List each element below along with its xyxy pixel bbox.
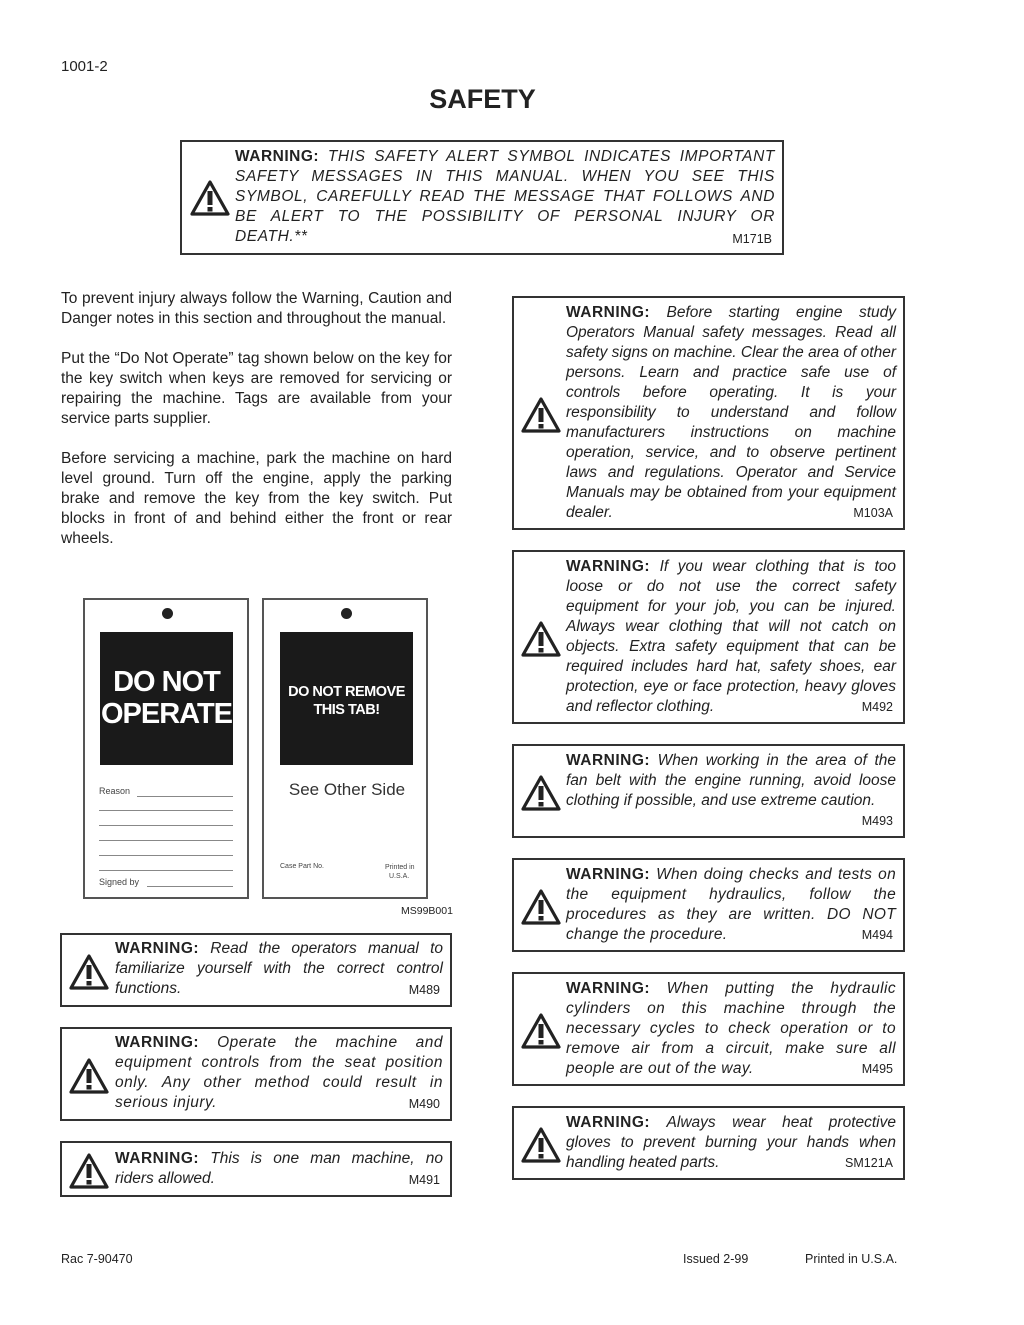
tag-hole — [341, 608, 352, 619]
intro-text — [61, 289, 452, 569]
tag-front-line1: DO NOT — [113, 666, 220, 698]
tag-back-line1: DO NOT REMOVE — [288, 684, 405, 700]
tag-back-line2: THIS TAB! — [313, 702, 380, 718]
tag-signed-label: Signed by — [99, 877, 140, 887]
intro-paragraph: To prevent injury always follow the Warning, Caution and Danger notes in this section and throughout the manual. — [61, 290, 452, 327]
warning-label: WARNING: — [566, 866, 651, 883]
tag-line — [137, 796, 233, 797]
safety-alert-icon — [521, 1127, 561, 1163]
warning-message: When doing checks and tests on the equipment hydraulics, follow the procedures as they are written. DO NOT change the procedure. — [566, 866, 897, 943]
tag-see-other-side: See Other Side — [288, 780, 406, 799]
warning-code: M495 — [861, 1062, 893, 1076]
warning-code: M494 — [861, 928, 893, 942]
warning-code: M489 — [408, 983, 440, 997]
warning-message: Before starting engine study Operators Manual safety messages. Read all safety signs on machine. Clear the area of other persons. Learn and practice safe use of controls before operating. It is your responsibility to understand and follow manufacturers instructions on machine operation, service, and to observe pertinent laws and regulations. Operator and Service Manuals may be obtained from your equipment dealer. — [566, 304, 897, 521]
warning-code: SM121A — [845, 1156, 893, 1170]
warning-message: Operate the machine and equipment controls from the seat position only. Any other method could result in serious injury. — [115, 1034, 443, 1111]
warning-code: M103A — [853, 506, 893, 520]
warning-label: WARNING: — [566, 752, 651, 769]
tag-printed-in: Printed in — [385, 864, 415, 871]
safety-alert-icon — [521, 775, 561, 811]
tag-case-part: Case Part No. — [280, 863, 324, 870]
page-number: 1001-2 — [61, 58, 108, 75]
warning-message: This is one man machine, no riders allowed. — [115, 1150, 443, 1187]
warning-box-m103a — [512, 296, 905, 530]
safety-alert-icon — [521, 1013, 561, 1049]
warning-text — [566, 979, 896, 1079]
footer-printed: Printed in U.S.A. — [805, 1252, 898, 1266]
do-not-operate-tag-back — [262, 598, 428, 899]
warning-box-m494 — [512, 858, 905, 952]
tag-line — [99, 825, 233, 826]
illustration-code: MS99B001 — [401, 905, 453, 917]
tag-line — [99, 870, 233, 871]
tag-hole — [162, 608, 173, 619]
warning-message: If you wear clothing that is too loose or do not use the correct safety equipment for your job, you can be injured. Always wear clothing that will not catch on objects. Extra safety equipment that can be required includes hard hat, safety shoes, ear protection, eye or face protection, heavy gloves and reflector clothing. — [566, 558, 896, 715]
warning-box-m495 — [512, 972, 905, 1086]
warning-label: WARNING: — [566, 304, 651, 321]
warning-text — [115, 1033, 443, 1113]
warning-box-m491 — [60, 1141, 452, 1197]
tag-line — [147, 886, 233, 887]
warning-message: Read the operators manual to familiarize yourself with the correct control functions. — [115, 940, 443, 997]
warning-label: WARNING: — [235, 148, 320, 165]
warning-text — [566, 557, 896, 717]
warning-text — [566, 751, 896, 811]
warning-box-m492 — [512, 550, 905, 724]
tag-reason-label: Reason — [99, 786, 131, 796]
warning-box-m493 — [512, 744, 905, 838]
safety-alert-icon — [521, 621, 561, 657]
safety-alert-icon — [190, 180, 230, 216]
warning-code: M491 — [408, 1173, 440, 1187]
warning-text — [566, 303, 896, 523]
warning-message: When working in the area of the fan belt with the engine running, avoid loose clothing if possible, and use extreme caution. — [566, 752, 896, 809]
warning-code: M171B — [732, 232, 772, 246]
tag-line — [99, 855, 233, 856]
tag-line — [99, 810, 233, 811]
safety-alert-icon — [69, 1058, 109, 1094]
safety-alert-icon — [521, 397, 561, 433]
safety-alert-icon — [69, 1153, 109, 1189]
warning-label: WARNING: — [566, 558, 651, 575]
warning-message: THIS SAFETY ALERT SYMBOL INDICATES IMPORTANT SAFETY MESSAGES IN THIS MANUAL. WHEN YOU SEE THIS SYMBOL, CAREFULLY READ THE MESSAGE THAT FOLLOWS AND BE ALERT TO THE POSSIBILITY OF PERSONAL INJURY OR DEATH.** — [235, 148, 775, 245]
warning-message: Always wear heat protective gloves to prevent burning your hands when handling heated parts. — [566, 1114, 896, 1171]
safety-alert-icon — [69, 954, 109, 990]
warning-text — [566, 865, 896, 945]
intro-paragraph: Before servicing a machine, park the machine on hard level ground. Turn off the engine, apply the parking brake and remove the key from the key switch. Put blocks in front of and behind either the front or rear wheels. — [61, 450, 452, 547]
warning-box-m490 — [60, 1027, 452, 1121]
warning-code: M492 — [861, 700, 893, 714]
tag-back-panel — [280, 632, 413, 765]
tag-line — [99, 840, 233, 841]
warning-box-sm121a — [512, 1106, 905, 1180]
tag-printed-usa: U.S.A. — [389, 873, 410, 880]
warning-label: WARNING: — [115, 940, 200, 957]
safety-alert-icon — [521, 889, 561, 925]
warning-label: WARNING: — [115, 1034, 200, 1051]
tag-front-line2: OPERATE — [100, 698, 233, 730]
footer-doc-number: Rac 7-90470 — [61, 1252, 133, 1266]
footer-issued: Issued 2-99 — [683, 1252, 749, 1266]
do-not-operate-tag-front — [83, 598, 249, 899]
warning-box-m489 — [60, 933, 452, 1007]
top-warning-box — [180, 140, 784, 255]
warning-code: M490 — [408, 1097, 440, 1111]
tag-front-panel — [100, 632, 233, 765]
top-warning-text — [235, 147, 775, 247]
warning-code: M493 — [861, 814, 893, 828]
page-title: SAFETY — [429, 84, 536, 114]
warning-text — [115, 939, 443, 999]
warning-message: When putting the hydraulic cylinders on this machine through the necessary cycles to check operation or to remove air from a circuit, make sure all people are out of the way. — [566, 980, 896, 1077]
intro-paragraph: Put the “Do Not Operate” tag shown below on the key for the key switch when keys are removed for servicing or repairing the machine. Tags are available from your service parts supplier. — [61, 350, 452, 427]
warning-label: WARNING: — [115, 1150, 200, 1167]
warning-text — [115, 1149, 443, 1189]
warning-label: WARNING: — [566, 980, 651, 997]
warning-label: WARNING: — [566, 1114, 651, 1131]
